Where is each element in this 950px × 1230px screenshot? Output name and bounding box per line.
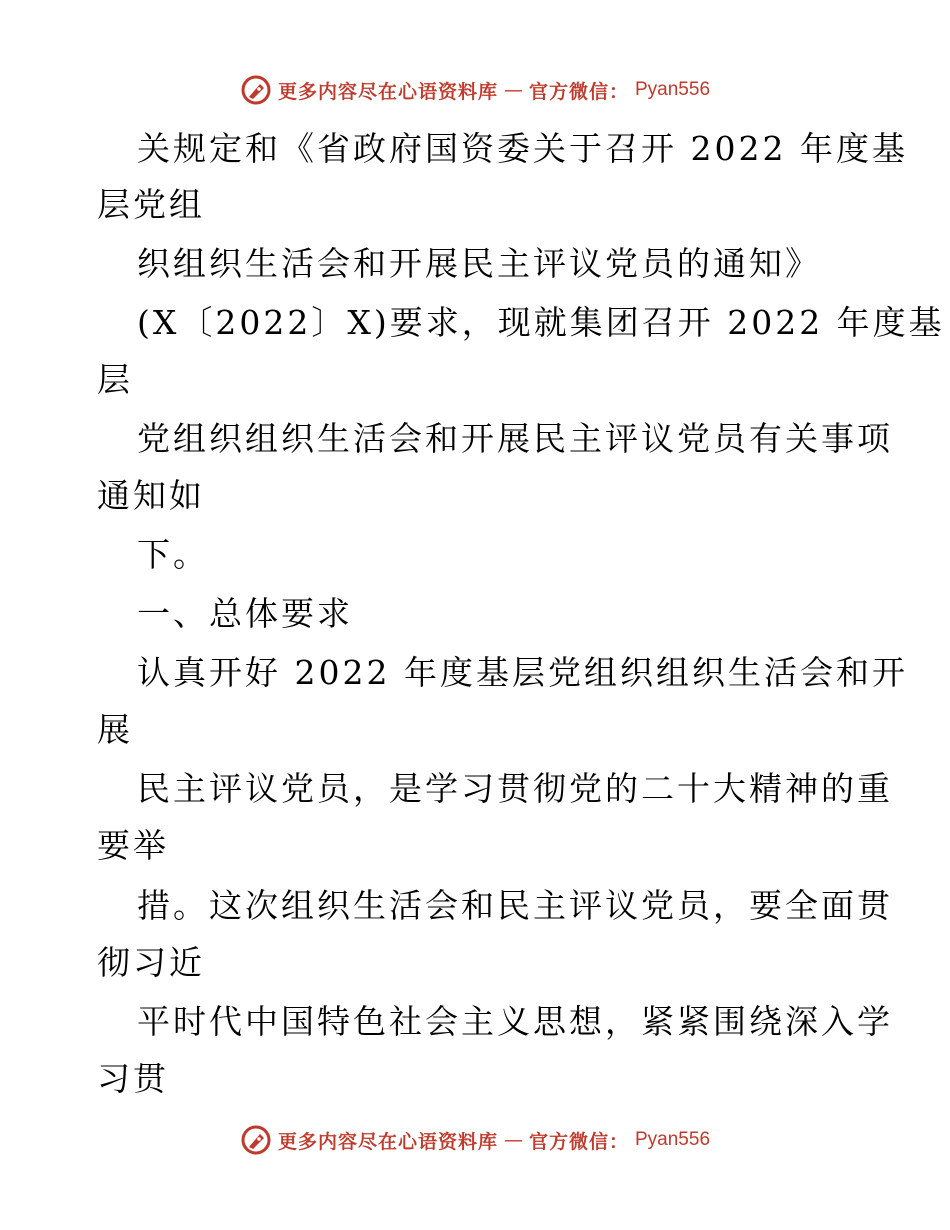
pen-nib-logo-icon bbox=[240, 1124, 272, 1156]
body-line: 党组织组织生活会和开展民主评议党员有关事项 bbox=[137, 419, 893, 458]
body-line: 认真开好 2022 年度基层党组织组织生活会和开 bbox=[137, 653, 908, 692]
body-line: 民主评议党员，是学习贯彻党的二十大精神的重 bbox=[137, 769, 893, 808]
watermark-wechat-id: Pyan556 bbox=[635, 1129, 711, 1150]
body-line: 层 bbox=[97, 360, 133, 399]
body-line: 展 bbox=[97, 710, 133, 749]
body-line: 下。 bbox=[137, 535, 209, 574]
body-line: 关规定和《省政府国资委关于召开 2022 年度基 bbox=[137, 129, 908, 168]
watermark-dash: — bbox=[503, 79, 523, 101]
body-line: (X〔2022〕X)要求，现就集团召开 2022 年度基 bbox=[137, 303, 945, 342]
body-line: 习贯 bbox=[97, 1059, 169, 1098]
footer-watermark bbox=[0, 1120, 950, 1160]
watermark-main-text: 更多内容尽在心语资料库 bbox=[277, 80, 498, 103]
section-heading: 一、总体要求 bbox=[137, 594, 353, 633]
body-line: 要举 bbox=[97, 826, 169, 865]
body-line: 通知如 bbox=[97, 476, 205, 515]
body-line: 织组织生活会和开展民主评议党员的通知》 bbox=[137, 244, 821, 283]
body-line: 措。这次组织生活会和民主评议党员，要全面贯 bbox=[137, 886, 893, 925]
watermark-official-label: 官方微信： bbox=[528, 1130, 629, 1153]
watermark-dash: — bbox=[503, 1129, 523, 1151]
watermark-official-label: 官方微信： bbox=[528, 80, 629, 103]
header-watermark bbox=[0, 70, 950, 110]
pen-nib-logo-icon bbox=[240, 74, 272, 106]
body-line: 层党组 bbox=[97, 185, 205, 224]
body-line: 彻习近 bbox=[97, 943, 205, 982]
watermark-main-text: 更多内容尽在心语资料库 bbox=[277, 1130, 498, 1153]
watermark-wechat-id: Pyan556 bbox=[635, 79, 711, 100]
body-line: 平时代中国特色社会主义思想，紧紧围绕深入学 bbox=[137, 1002, 893, 1041]
